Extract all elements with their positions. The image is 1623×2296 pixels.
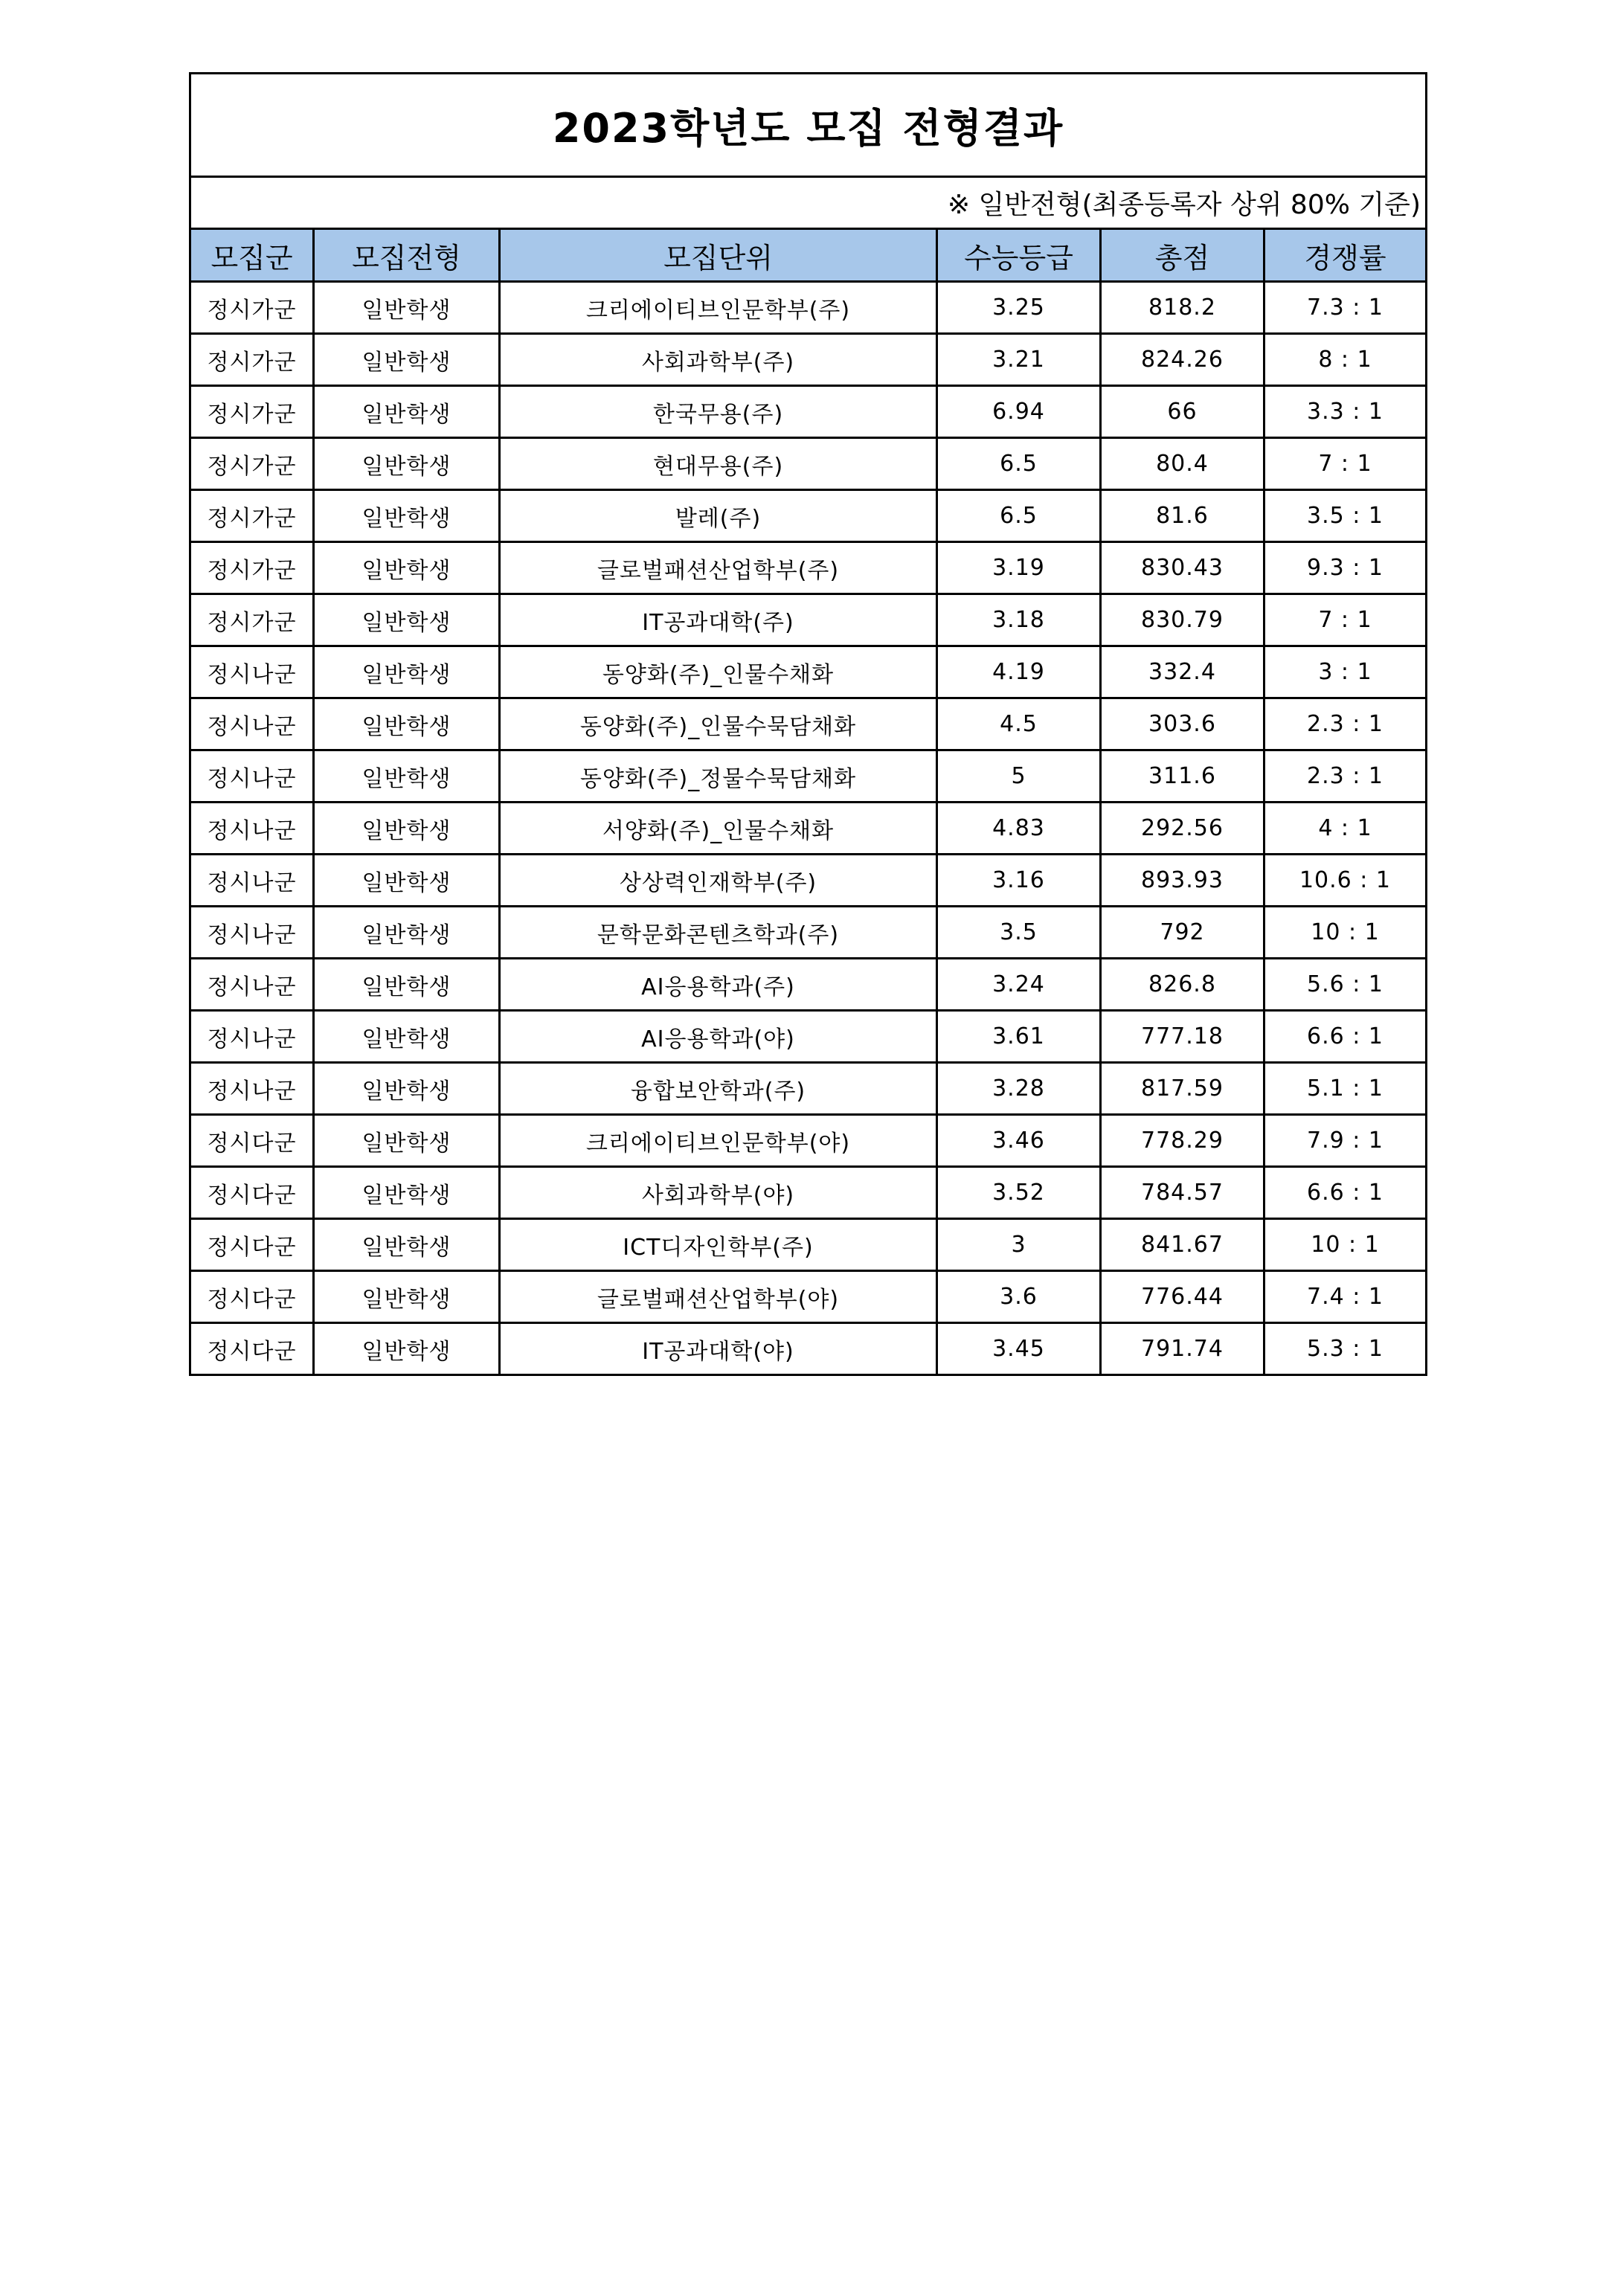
cell-grade: 3.46 xyxy=(937,1115,1101,1167)
cell-ratio: 7.3 : 1 xyxy=(1264,282,1427,334)
cell-score: 303.6 xyxy=(1101,698,1264,750)
cell-score: 778.29 xyxy=(1101,1115,1264,1167)
cell-unit: 현대무용(주) xyxy=(500,438,937,490)
column-header-unit: 모집단위 xyxy=(500,229,937,282)
cell-type: 일반학생 xyxy=(314,646,500,698)
cell-score: 792 xyxy=(1101,907,1264,959)
cell-score: 830.43 xyxy=(1101,542,1264,594)
cell-score: 311.6 xyxy=(1101,750,1264,803)
cell-grade: 4.5 xyxy=(937,698,1101,750)
cell-grade: 3.21 xyxy=(937,334,1101,386)
cell-type: 일반학생 xyxy=(314,907,500,959)
cell-ratio: 5.6 : 1 xyxy=(1264,959,1427,1011)
cell-grade: 5 xyxy=(937,750,1101,803)
table-row xyxy=(190,959,1427,1011)
table-row xyxy=(190,490,1427,542)
cell-grade: 3.24 xyxy=(937,959,1101,1011)
column-header-ratio: 경쟁률 xyxy=(1264,229,1427,282)
table-row xyxy=(190,907,1427,959)
table-row xyxy=(190,282,1427,334)
table-row xyxy=(190,594,1427,646)
cell-score: 66 xyxy=(1101,386,1264,438)
cell-ratio: 10.6 : 1 xyxy=(1264,855,1427,907)
cell-group: 정시나군 xyxy=(190,855,314,907)
cell-unit: IT공과대학(주) xyxy=(500,594,937,646)
cell-unit: 동양화(주)_인물수채화 xyxy=(500,646,937,698)
cell-unit: ICT디자인학부(주) xyxy=(500,1219,937,1271)
cell-type: 일반학생 xyxy=(314,1323,500,1375)
table-row xyxy=(190,698,1427,750)
table-row xyxy=(190,803,1427,855)
cell-group: 정시가군 xyxy=(190,334,314,386)
cell-group: 정시다군 xyxy=(190,1167,314,1219)
cell-unit: 한국무용(주) xyxy=(500,386,937,438)
cell-type: 일반학생 xyxy=(314,959,500,1011)
table-body xyxy=(190,282,1427,1375)
cell-group: 정시나군 xyxy=(190,698,314,750)
cell-grade: 3.19 xyxy=(937,542,1101,594)
cell-ratio: 3.3 : 1 xyxy=(1264,386,1427,438)
table-row xyxy=(190,1167,1427,1219)
cell-type: 일반학생 xyxy=(314,334,500,386)
table-row xyxy=(190,1011,1427,1063)
cell-ratio: 3.5 : 1 xyxy=(1264,490,1427,542)
cell-type: 일반학생 xyxy=(314,1011,500,1063)
cell-ratio: 5.3 : 1 xyxy=(1264,1323,1427,1375)
cell-type: 일반학생 xyxy=(314,698,500,750)
cell-type: 일반학생 xyxy=(314,1063,500,1115)
cell-type: 일반학생 xyxy=(314,438,500,490)
cell-ratio: 7.9 : 1 xyxy=(1264,1115,1427,1167)
table-row xyxy=(190,1219,1427,1271)
cell-score: 893.93 xyxy=(1101,855,1264,907)
cell-group: 정시나군 xyxy=(190,959,314,1011)
table-title: 2023학년도 모집 전형결과 xyxy=(190,74,1427,177)
table-row xyxy=(190,1063,1427,1115)
table-row xyxy=(190,334,1427,386)
cell-ratio: 6.6 : 1 xyxy=(1264,1011,1427,1063)
cell-type: 일반학생 xyxy=(314,542,500,594)
cell-group: 정시가군 xyxy=(190,490,314,542)
cell-unit: 글로벌패션산업학부(주) xyxy=(500,542,937,594)
cell-score: 824.26 xyxy=(1101,334,1264,386)
cell-score: 784.57 xyxy=(1101,1167,1264,1219)
cell-ratio: 10 : 1 xyxy=(1264,1219,1427,1271)
cell-type: 일반학생 xyxy=(314,1115,500,1167)
cell-grade: 6.94 xyxy=(937,386,1101,438)
cell-unit: 크리에이티브인문학부(야) xyxy=(500,1115,937,1167)
column-header-grade: 수능등급 xyxy=(937,229,1101,282)
table-row xyxy=(190,438,1427,490)
cell-type: 일반학생 xyxy=(314,282,500,334)
cell-unit: AI응용학과(주) xyxy=(500,959,937,1011)
header-row xyxy=(190,229,1427,282)
cell-grade: 4.19 xyxy=(937,646,1101,698)
cell-unit: AI응용학과(야) xyxy=(500,1011,937,1063)
cell-grade: 3.45 xyxy=(937,1323,1101,1375)
cell-grade: 3.6 xyxy=(937,1271,1101,1323)
column-header-score: 총점 xyxy=(1101,229,1264,282)
cell-ratio: 4 : 1 xyxy=(1264,803,1427,855)
column-header-type: 모집전형 xyxy=(314,229,500,282)
cell-group: 정시다군 xyxy=(190,1219,314,1271)
cell-type: 일반학생 xyxy=(314,594,500,646)
cell-score: 81.6 xyxy=(1101,490,1264,542)
cell-ratio: 9.3 : 1 xyxy=(1264,542,1427,594)
cell-unit: 동양화(주)_정물수묵담채화 xyxy=(500,750,937,803)
cell-ratio: 7 : 1 xyxy=(1264,438,1427,490)
cell-unit: 크리에이티브인문학부(주) xyxy=(500,282,937,334)
cell-type: 일반학생 xyxy=(314,1271,500,1323)
cell-group: 정시나군 xyxy=(190,1063,314,1115)
table-row xyxy=(190,750,1427,803)
cell-unit: 사회과학부(주) xyxy=(500,334,937,386)
cell-grade: 3.5 xyxy=(937,907,1101,959)
cell-group: 정시나군 xyxy=(190,907,314,959)
cell-score: 841.67 xyxy=(1101,1219,1264,1271)
cell-ratio: 8 : 1 xyxy=(1264,334,1427,386)
cell-group: 정시나군 xyxy=(190,803,314,855)
note-row xyxy=(190,177,1427,229)
cell-score: 777.18 xyxy=(1101,1011,1264,1063)
cell-unit: 발레(주) xyxy=(500,490,937,542)
cell-unit: IT공과대학(야) xyxy=(500,1323,937,1375)
cell-group: 정시가군 xyxy=(190,542,314,594)
cell-type: 일반학생 xyxy=(314,750,500,803)
cell-type: 일반학생 xyxy=(314,490,500,542)
table-row xyxy=(190,1323,1427,1375)
cell-grade: 4.83 xyxy=(937,803,1101,855)
cell-group: 정시다군 xyxy=(190,1115,314,1167)
cell-score: 80.4 xyxy=(1101,438,1264,490)
cell-score: 791.74 xyxy=(1101,1323,1264,1375)
cell-group: 정시가군 xyxy=(190,438,314,490)
title-row xyxy=(190,74,1427,177)
cell-type: 일반학생 xyxy=(314,803,500,855)
cell-grade: 3.61 xyxy=(937,1011,1101,1063)
cell-group: 정시다군 xyxy=(190,1271,314,1323)
table-row xyxy=(190,646,1427,698)
cell-ratio: 7 : 1 xyxy=(1264,594,1427,646)
criteria-note: ※ 일반전형(최종등록자 상위 80% 기준) xyxy=(190,177,1427,229)
cell-group: 정시나군 xyxy=(190,750,314,803)
cell-unit: 사회과학부(야) xyxy=(500,1167,937,1219)
cell-ratio: 3 : 1 xyxy=(1264,646,1427,698)
cell-grade: 3.16 xyxy=(937,855,1101,907)
cell-type: 일반학생 xyxy=(314,855,500,907)
cell-group: 정시다군 xyxy=(190,1323,314,1375)
cell-grade: 3.25 xyxy=(937,282,1101,334)
cell-unit: 글로벌패션산업학부(야) xyxy=(500,1271,937,1323)
cell-grade: 6.5 xyxy=(937,438,1101,490)
cell-score: 818.2 xyxy=(1101,282,1264,334)
cell-unit: 동양화(주)_인물수묵담채화 xyxy=(500,698,937,750)
cell-score: 830.79 xyxy=(1101,594,1264,646)
cell-score: 826.8 xyxy=(1101,959,1264,1011)
cell-unit: 융합보안학과(주) xyxy=(500,1063,937,1115)
cell-type: 일반학생 xyxy=(314,386,500,438)
cell-ratio: 6.6 : 1 xyxy=(1264,1167,1427,1219)
cell-group: 정시가군 xyxy=(190,282,314,334)
cell-grade: 3.28 xyxy=(937,1063,1101,1115)
cell-unit: 서양화(주)_인물수채화 xyxy=(500,803,937,855)
cell-score: 332.4 xyxy=(1101,646,1264,698)
cell-ratio: 7.4 : 1 xyxy=(1264,1271,1427,1323)
table-row xyxy=(190,386,1427,438)
cell-score: 817.59 xyxy=(1101,1063,1264,1115)
cell-ratio: 10 : 1 xyxy=(1264,907,1427,959)
table-row xyxy=(190,855,1427,907)
cell-ratio: 5.1 : 1 xyxy=(1264,1063,1427,1115)
cell-score: 776.44 xyxy=(1101,1271,1264,1323)
cell-grade: 3.18 xyxy=(937,594,1101,646)
cell-ratio: 2.3 : 1 xyxy=(1264,750,1427,803)
cell-grade: 3.52 xyxy=(937,1167,1101,1219)
cell-group: 정시나군 xyxy=(190,1011,314,1063)
cell-score: 292.56 xyxy=(1101,803,1264,855)
column-header-group: 모집군 xyxy=(190,229,314,282)
cell-type: 일반학생 xyxy=(314,1167,500,1219)
cell-group: 정시가군 xyxy=(190,594,314,646)
table-row xyxy=(190,1271,1427,1323)
table-row xyxy=(190,542,1427,594)
cell-unit: 상상력인재학부(주) xyxy=(500,855,937,907)
cell-group: 정시나군 xyxy=(190,646,314,698)
cell-unit: 문학문화콘텐츠학과(주) xyxy=(500,907,937,959)
cell-grade: 3 xyxy=(937,1219,1101,1271)
admission-results-table xyxy=(189,72,1427,1376)
table-row xyxy=(190,1115,1427,1167)
cell-grade: 6.5 xyxy=(937,490,1101,542)
cell-group: 정시가군 xyxy=(190,386,314,438)
cell-type: 일반학생 xyxy=(314,1219,500,1271)
cell-ratio: 2.3 : 1 xyxy=(1264,698,1427,750)
